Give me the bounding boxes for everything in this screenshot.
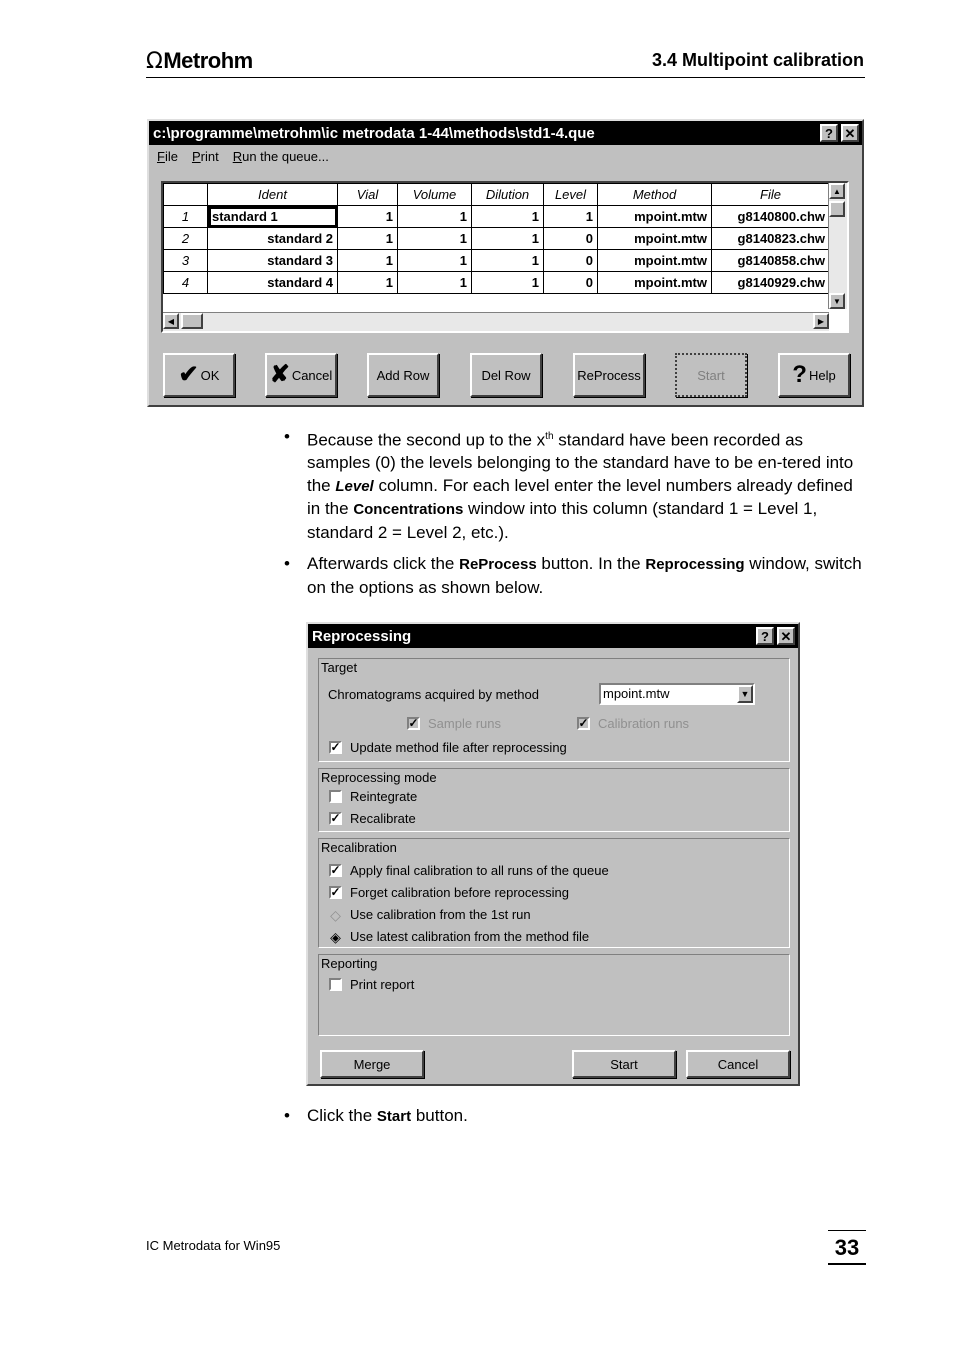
table-row[interactable] — [164, 250, 830, 272]
col-header-file[interactable]: File — [712, 184, 830, 206]
scroll-thumb[interactable] — [829, 201, 845, 217]
page-number: 33 — [828, 1230, 866, 1265]
col-header-vial[interactable]: Vial — [338, 184, 398, 206]
row-number: 2 — [164, 228, 208, 250]
merge-label: Merge — [353, 1056, 391, 1072]
update-method-checkbox[interactable] — [329, 740, 567, 755]
scroll-right-icon[interactable]: ▶ — [813, 313, 829, 329]
mode-label: Reprocessing mode — [321, 770, 437, 785]
recalibration-label: Recalibration — [321, 840, 397, 855]
footer-product: IC Metrodata for Win95 — [146, 1238, 281, 1253]
col-header-ident[interactable]: Ident — [208, 184, 338, 206]
calibration-runs-label: Calibration runs — [598, 716, 690, 731]
checkmark-icon: ✔ — [178, 361, 199, 388]
cell-vial[interactable]: 1 — [338, 272, 398, 294]
close-title-button[interactable]: ✕ — [777, 627, 795, 645]
merge-button[interactable] — [320, 1050, 424, 1078]
table-header-row — [164, 184, 830, 206]
cell-ident[interactable]: standard 1 — [208, 206, 338, 228]
text-run: window into this column (standard 1 = Level 1, standard 2 = Level 2, etc.). — [307, 499, 818, 542]
start-button-disabled[interactable] — [675, 353, 747, 397]
reprocess-label: ReProcess — [577, 367, 641, 383]
checkbox-box[interactable] — [329, 978, 342, 991]
method-select-value: mpoint.mtw — [603, 686, 670, 701]
queue-titlebar — [149, 121, 862, 145]
scroll-down-icon[interactable]: ▼ — [829, 293, 845, 309]
print-report-label: Print report — [350, 977, 415, 992]
del-row-button[interactable] — [470, 353, 542, 397]
checkbox-box[interactable]: ✓ — [578, 716, 589, 730]
help-label: Help — [808, 367, 836, 383]
menu-file[interactable]: File — [157, 149, 178, 164]
update-method-label: Update method file after reprocessing — [350, 740, 567, 755]
text-run: button. In the — [536, 554, 646, 574]
omega-icon: Ω — [146, 48, 163, 74]
reprocess-button[interactable] — [573, 353, 645, 397]
menu-run-queue[interactable]: Run the queue... — [232, 149, 329, 164]
text-run: Because the second up to the x — [307, 430, 546, 450]
queue-table — [163, 183, 830, 294]
cell-volume[interactable]: 1 — [398, 228, 472, 250]
question-mark-icon: ? — [792, 361, 807, 388]
calibration-runs-checkbox[interactable] — [577, 716, 689, 731]
queue-window — [147, 119, 864, 407]
keyword-start: Start — [376, 1108, 412, 1125]
reporting-label: Reporting — [321, 956, 378, 971]
bullet-item — [284, 553, 864, 599]
cell-ident[interactable]: standard 2 — [208, 228, 338, 250]
checkbox-box[interactable]: ✓ — [330, 863, 341, 877]
checkbox-box[interactable]: ✓ — [330, 885, 341, 899]
reprocessing-mode-group — [318, 768, 790, 832]
instructions-lower — [284, 1105, 864, 1138]
reintegrate-label: Reintegrate — [350, 789, 418, 804]
scroll-left-icon[interactable]: ◀ — [163, 313, 179, 329]
text-run: button. — [411, 1106, 468, 1125]
table-row[interactable] — [164, 228, 830, 250]
ok-button[interactable] — [163, 353, 235, 397]
cell-vial[interactable]: 1 — [338, 206, 398, 228]
col-header-volume[interactable]: Volume — [398, 184, 472, 206]
bullet-item — [284, 1105, 864, 1129]
text-run: Click the — [307, 1106, 377, 1125]
keyword-reprocess: ReProcess — [459, 556, 537, 574]
text-run: window, switch on the options as shown below. — [307, 554, 862, 597]
forget-label: Forget calibration before reprocessing — [350, 885, 569, 900]
cancel-button[interactable] — [265, 353, 337, 397]
del-row-label: Del Row — [481, 367, 531, 383]
table-row[interactable] — [164, 272, 830, 294]
col-header-method[interactable]: Method — [598, 184, 712, 206]
ok-label: OK — [200, 367, 220, 383]
help-title-button[interactable]: ? — [820, 124, 838, 142]
row-number: 4 — [164, 272, 208, 294]
x-cancel-icon: ✘ — [269, 361, 290, 388]
metrohm-logo — [146, 48, 253, 74]
table-row[interactable] — [164, 206, 830, 228]
target-label: Target — [321, 660, 358, 675]
queue-menubar — [149, 145, 862, 168]
help-title-button[interactable]: ? — [756, 627, 774, 645]
cell-method[interactable]: mpoint.mtw — [598, 228, 712, 250]
reprocessing-dialog — [306, 622, 800, 1086]
superscript: th — [545, 431, 554, 442]
corner-cell — [164, 184, 208, 206]
cell-file[interactable]: g8140823.chw — [712, 228, 830, 250]
menu-print[interactable]: Print — [191, 149, 219, 164]
vertical-scrollbar[interactable] — [828, 183, 847, 309]
cell-file[interactable]: g8140800.chw — [712, 206, 830, 228]
keyword-concentrations: Concentrations — [353, 501, 464, 519]
chevron-down-icon[interactable]: ▼ — [737, 685, 753, 703]
cell-ident[interactable]: standard 3 — [208, 250, 338, 272]
reprocessing-titlebar — [308, 624, 798, 648]
start-label: Start — [610, 1056, 638, 1072]
cell-file[interactable]: g8140858.chw — [712, 250, 830, 272]
help-button[interactable] — [778, 353, 850, 397]
recalibrate-checkbox[interactable] — [329, 811, 416, 826]
cell-method[interactable]: mpoint.mtw — [598, 250, 712, 272]
reporting-group — [318, 954, 790, 1036]
keyword-reprocessing: Reprocessing — [645, 556, 745, 574]
cell-volume[interactable]: 1 — [398, 250, 472, 272]
checkbox-box[interactable]: ✓ — [408, 716, 419, 730]
radio-unselected-icon[interactable]: ◇ — [330, 906, 341, 923]
print-report-checkbox[interactable] — [329, 977, 414, 992]
row-number: 1 — [164, 206, 208, 228]
bullet-item — [284, 426, 864, 544]
cell-level[interactable]: 0 — [544, 250, 598, 272]
apply-final-label: Apply final calibration to all runs of the queue — [350, 863, 609, 878]
scroll-thumb-h[interactable] — [181, 313, 203, 329]
text-run: column. For each level enter the level numbers already defined in the — [307, 475, 853, 519]
col-header-level[interactable]: Level — [544, 184, 598, 206]
section-title: 3.4 Multipoint calibration — [651, 50, 864, 70]
add-row-button[interactable] — [367, 353, 439, 397]
target-group — [318, 658, 790, 762]
col-header-dilution[interactable]: Dilution — [472, 184, 544, 206]
close-title-button[interactable]: ✕ — [841, 124, 859, 142]
recalibrate-label: Recalibrate — [350, 811, 416, 826]
cell-volume[interactable]: 1 — [398, 206, 472, 228]
cell-dilution[interactable]: 1 — [472, 206, 544, 228]
logo-text: Metrohm — [163, 48, 253, 73]
cell-file[interactable]: g8140929.chw — [712, 272, 830, 294]
use-first-run-radio[interactable] — [329, 907, 531, 922]
cell-vial[interactable]: 1 — [338, 250, 398, 272]
apply-final-checkbox[interactable] — [329, 863, 609, 878]
forget-calibration-checkbox[interactable] — [329, 885, 569, 900]
text-run: standard have been recorded as samples (0) the levels belonging to the standard have to be en-tered into the — [307, 430, 854, 495]
cell-volume[interactable]: 1 — [398, 272, 472, 294]
keyword-level: Level — [335, 477, 374, 495]
cell-vial[interactable]: 1 — [338, 228, 398, 250]
cancel-label: Cancel — [291, 367, 333, 383]
scroll-up-icon[interactable]: ▲ — [829, 183, 845, 199]
row-number: 3 — [164, 250, 208, 272]
cell-level[interactable]: 0 — [544, 228, 598, 250]
reintegrate-checkbox[interactable] — [329, 789, 417, 804]
checkbox-box[interactable]: ✓ — [330, 740, 341, 754]
start-button[interactable] — [572, 1050, 676, 1078]
start-label: Start — [697, 367, 725, 383]
cell-dilution[interactable]: 1 — [472, 250, 544, 272]
add-row-label: Add Row — [376, 367, 430, 383]
cell-dilution[interactable]: 1 — [472, 228, 544, 250]
cell-ident[interactable]: standard 4 — [208, 272, 338, 294]
text-run: Afterwards click the — [307, 554, 460, 574]
queue-grid — [161, 181, 849, 333]
cell-dilution[interactable]: 1 — [472, 272, 544, 294]
cancel-label: Cancel — [717, 1056, 759, 1072]
instructions-upper — [284, 426, 864, 608]
checkbox-box[interactable] — [329, 790, 342, 803]
use-latest-label: Use latest calibration from the method file — [350, 929, 590, 944]
cancel-button[interactable] — [686, 1050, 790, 1078]
radio-selected-icon[interactable]: ◈ — [330, 928, 341, 945]
queue-window-title: c:\programme\metrohm\ic metrodata 1-44\methods\std1-4.que — [153, 124, 595, 142]
header-rule — [146, 77, 865, 78]
use-first-label: Use calibration from the 1st run — [350, 907, 531, 922]
method-select[interactable] — [599, 683, 755, 705]
cell-level[interactable]: 0 — [544, 272, 598, 294]
horizontal-scrollbar[interactable] — [163, 312, 829, 331]
recalibration-group — [318, 838, 790, 948]
cell-level[interactable]: 1 — [544, 206, 598, 228]
method-label: Chromatograms acquired by method — [328, 687, 539, 702]
cell-method[interactable]: mpoint.mtw — [598, 272, 712, 294]
checkbox-box[interactable]: ✓ — [330, 811, 341, 825]
sample-runs-label: Sample runs — [428, 716, 501, 731]
cell-method[interactable]: mpoint.mtw — [598, 206, 712, 228]
sample-runs-checkbox[interactable] — [407, 716, 501, 731]
reprocessing-title: Reprocessing — [312, 627, 412, 645]
use-latest-radio[interactable] — [329, 929, 589, 944]
